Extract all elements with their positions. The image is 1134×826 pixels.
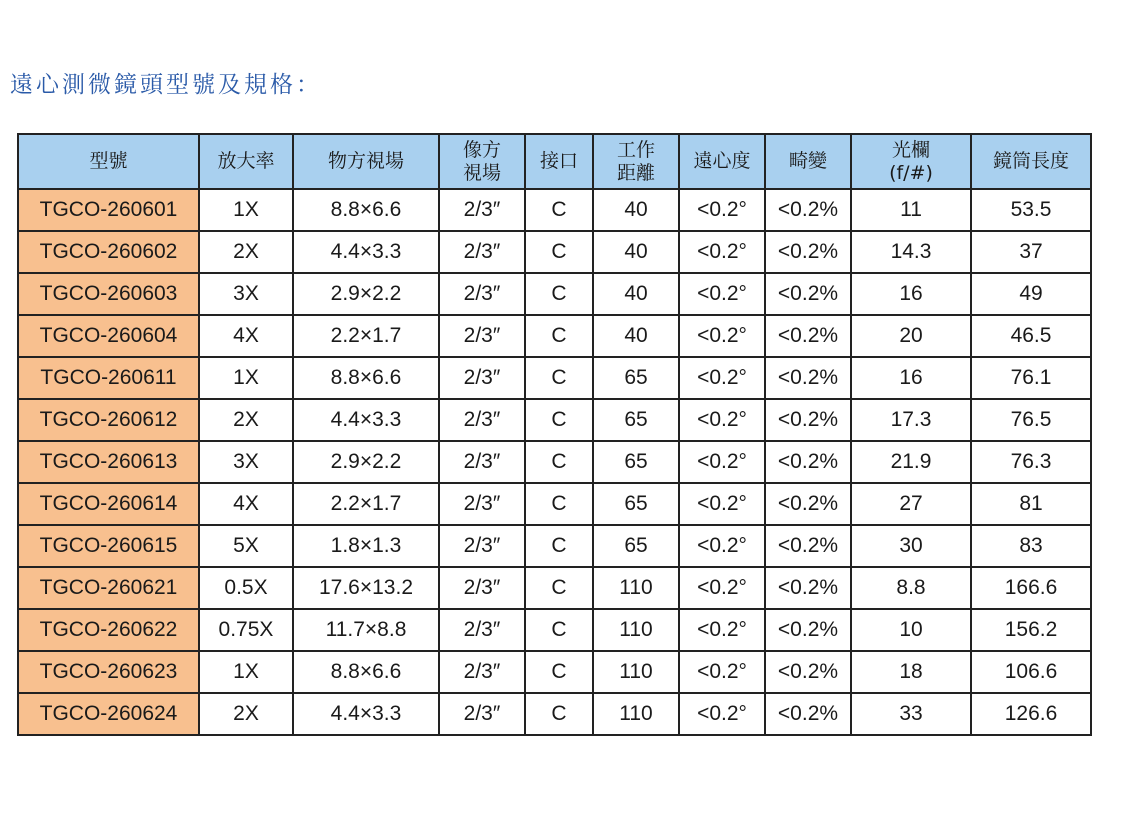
table-cell: 40 bbox=[593, 189, 679, 231]
model-cell: TGCO-260611 bbox=[18, 357, 199, 399]
table-cell: 4X bbox=[199, 483, 293, 525]
header-cell: 畸變 bbox=[765, 134, 851, 189]
table-cell: C bbox=[525, 567, 593, 609]
table-cell: <0.2° bbox=[679, 609, 765, 651]
table-cell: <0.2% bbox=[765, 441, 851, 483]
table-cell: 110 bbox=[593, 609, 679, 651]
table-cell: 0.75X bbox=[199, 609, 293, 651]
model-cell: TGCO-260612 bbox=[18, 399, 199, 441]
header-cell: 放大率 bbox=[199, 134, 293, 189]
table-cell: <0.2% bbox=[765, 525, 851, 567]
table-row bbox=[18, 441, 1091, 483]
table-cell: 65 bbox=[593, 525, 679, 567]
table-cell: C bbox=[525, 693, 593, 735]
table-cell: 110 bbox=[593, 693, 679, 735]
table-cell: <0.2% bbox=[765, 483, 851, 525]
table-cell: 5X bbox=[199, 525, 293, 567]
table-cell: C bbox=[525, 441, 593, 483]
table-cell: C bbox=[525, 189, 593, 231]
table-cell: 8.8×6.6 bbox=[293, 651, 439, 693]
model-cell: TGCO-260624 bbox=[18, 693, 199, 735]
table-row bbox=[18, 609, 1091, 651]
header-cell: 像方 視場 bbox=[439, 134, 525, 189]
table-row bbox=[18, 357, 1091, 399]
table-cell: 17.3 bbox=[851, 399, 971, 441]
table-cell: <0.2° bbox=[679, 441, 765, 483]
table-cell: 1X bbox=[199, 357, 293, 399]
table-cell: <0.2° bbox=[679, 483, 765, 525]
model-cell: TGCO-260601 bbox=[18, 189, 199, 231]
table-cell: 2/3″ bbox=[439, 651, 525, 693]
table-row bbox=[18, 693, 1091, 735]
table-cell: 4.4×3.3 bbox=[293, 399, 439, 441]
table-cell: C bbox=[525, 231, 593, 273]
table-cell: 11.7×8.8 bbox=[293, 609, 439, 651]
table-cell: <0.2° bbox=[679, 231, 765, 273]
table-row bbox=[18, 315, 1091, 357]
header-cell: 型號 bbox=[18, 134, 199, 189]
table-cell: C bbox=[525, 609, 593, 651]
header-cell: 工作 距離 bbox=[593, 134, 679, 189]
table-cell: 2/3″ bbox=[439, 189, 525, 231]
table-cell: <0.2% bbox=[765, 693, 851, 735]
table-row bbox=[18, 273, 1091, 315]
table-cell: <0.2% bbox=[765, 315, 851, 357]
table-cell: <0.2% bbox=[765, 189, 851, 231]
table-cell: 65 bbox=[593, 399, 679, 441]
table-cell: 20 bbox=[851, 315, 971, 357]
table-cell: 21.9 bbox=[851, 441, 971, 483]
table-cell: 65 bbox=[593, 483, 679, 525]
table-cell: <0.2° bbox=[679, 189, 765, 231]
table-cell: 76.5 bbox=[971, 399, 1091, 441]
table-cell: <0.2% bbox=[765, 567, 851, 609]
table-cell: C bbox=[525, 399, 593, 441]
table-cell: 2.2×1.7 bbox=[293, 483, 439, 525]
header-cell: 物方視場 bbox=[293, 134, 439, 189]
table-cell: C bbox=[525, 483, 593, 525]
table-cell: 30 bbox=[851, 525, 971, 567]
table-cell: 2.9×2.2 bbox=[293, 441, 439, 483]
model-cell: TGCO-260603 bbox=[18, 273, 199, 315]
table-cell: <0.2° bbox=[679, 357, 765, 399]
table-row bbox=[18, 189, 1091, 231]
table-cell: 49 bbox=[971, 273, 1091, 315]
table-cell: 8.8×6.6 bbox=[293, 357, 439, 399]
table-row bbox=[18, 483, 1091, 525]
table-cell: 3X bbox=[199, 441, 293, 483]
table-cell: C bbox=[525, 651, 593, 693]
table-cell: 83 bbox=[971, 525, 1091, 567]
header-cell: 鏡筒長度 bbox=[971, 134, 1091, 189]
table-cell: <0.2% bbox=[765, 609, 851, 651]
table-cell: <0.2° bbox=[679, 273, 765, 315]
table-cell: <0.2° bbox=[679, 651, 765, 693]
header-cell: 遠心度 bbox=[679, 134, 765, 189]
table-cell: 65 bbox=[593, 357, 679, 399]
table-cell: 4X bbox=[199, 315, 293, 357]
header-cell: 接口 bbox=[525, 134, 593, 189]
table-cell: 65 bbox=[593, 441, 679, 483]
table-cell: 16 bbox=[851, 357, 971, 399]
table-cell: 14.3 bbox=[851, 231, 971, 273]
table-cell: 1.8×1.3 bbox=[293, 525, 439, 567]
table-cell: 37 bbox=[971, 231, 1091, 273]
table-cell: C bbox=[525, 315, 593, 357]
table-cell: C bbox=[525, 357, 593, 399]
table-row bbox=[18, 399, 1091, 441]
table-cell: 166.6 bbox=[971, 567, 1091, 609]
table-cell: 16 bbox=[851, 273, 971, 315]
table-cell: 156.2 bbox=[971, 609, 1091, 651]
table-cell: 126.6 bbox=[971, 693, 1091, 735]
table-row bbox=[18, 525, 1091, 567]
table-cell: 2/3″ bbox=[439, 231, 525, 273]
table-cell: 81 bbox=[971, 483, 1091, 525]
table-cell: 4.4×3.3 bbox=[293, 693, 439, 735]
table-cell: 1X bbox=[199, 189, 293, 231]
table-cell: C bbox=[525, 273, 593, 315]
table-row bbox=[18, 231, 1091, 273]
table-cell: 40 bbox=[593, 273, 679, 315]
spec-table bbox=[17, 133, 1092, 736]
table-cell: 2/3″ bbox=[439, 483, 525, 525]
table-cell: 2/3″ bbox=[439, 609, 525, 651]
table-cell: 2/3″ bbox=[439, 399, 525, 441]
table-cell: <0.2% bbox=[765, 273, 851, 315]
model-cell: TGCO-260604 bbox=[18, 315, 199, 357]
table-cell: <0.2% bbox=[765, 231, 851, 273]
model-cell: TGCO-260621 bbox=[18, 567, 199, 609]
header-row bbox=[18, 134, 1091, 189]
model-cell: TGCO-260623 bbox=[18, 651, 199, 693]
table-cell: 2X bbox=[199, 693, 293, 735]
table-cell: 11 bbox=[851, 189, 971, 231]
table-cell: 4.4×3.3 bbox=[293, 231, 439, 273]
table-cell: 46.5 bbox=[971, 315, 1091, 357]
header-cell: 光欄 (f/#) bbox=[851, 134, 971, 189]
model-cell: TGCO-260614 bbox=[18, 483, 199, 525]
table-cell: 1X bbox=[199, 651, 293, 693]
table-cell: 110 bbox=[593, 567, 679, 609]
table-cell: <0.2° bbox=[679, 399, 765, 441]
table-cell: 8.8×6.6 bbox=[293, 189, 439, 231]
table-cell: 2/3″ bbox=[439, 441, 525, 483]
table-cell: C bbox=[525, 525, 593, 567]
table-cell: 2X bbox=[199, 231, 293, 273]
page-title: 遠心測微鏡頭型號及規格： bbox=[10, 72, 322, 98]
table-cell: 76.1 bbox=[971, 357, 1091, 399]
table-cell: 3X bbox=[199, 273, 293, 315]
table-cell: 110 bbox=[593, 651, 679, 693]
table-row bbox=[18, 567, 1091, 609]
table-cell: 8.8 bbox=[851, 567, 971, 609]
table-cell: 76.3 bbox=[971, 441, 1091, 483]
table-cell: 33 bbox=[851, 693, 971, 735]
table-cell: 2/3″ bbox=[439, 357, 525, 399]
table-cell: <0.2% bbox=[765, 357, 851, 399]
table-cell: 40 bbox=[593, 231, 679, 273]
table-cell: 0.5X bbox=[199, 567, 293, 609]
table-cell: 106.6 bbox=[971, 651, 1091, 693]
model-cell: TGCO-260622 bbox=[18, 609, 199, 651]
table-cell: <0.2% bbox=[765, 651, 851, 693]
table-cell: 2.9×2.2 bbox=[293, 273, 439, 315]
table-cell: 18 bbox=[851, 651, 971, 693]
table-cell: 2/3″ bbox=[439, 315, 525, 357]
table-cell: <0.2° bbox=[679, 525, 765, 567]
table-cell: <0.2° bbox=[679, 315, 765, 357]
table-cell: 2/3″ bbox=[439, 693, 525, 735]
model-cell: TGCO-260602 bbox=[18, 231, 199, 273]
table-cell: <0.2° bbox=[679, 693, 765, 735]
table-cell: <0.2° bbox=[679, 567, 765, 609]
table-row bbox=[18, 651, 1091, 693]
model-cell: TGCO-260613 bbox=[18, 441, 199, 483]
table-cell: 2/3″ bbox=[439, 525, 525, 567]
table-cell: 2/3″ bbox=[439, 273, 525, 315]
model-cell: TGCO-260615 bbox=[18, 525, 199, 567]
table-cell: 27 bbox=[851, 483, 971, 525]
table-cell: <0.2% bbox=[765, 399, 851, 441]
table-cell: 53.5 bbox=[971, 189, 1091, 231]
table-cell: 10 bbox=[851, 609, 971, 651]
table-cell: 40 bbox=[593, 315, 679, 357]
table-cell: 2/3″ bbox=[439, 567, 525, 609]
table-cell: 2X bbox=[199, 399, 293, 441]
table-cell: 2.2×1.7 bbox=[293, 315, 439, 357]
table-cell: 17.6×13.2 bbox=[293, 567, 439, 609]
